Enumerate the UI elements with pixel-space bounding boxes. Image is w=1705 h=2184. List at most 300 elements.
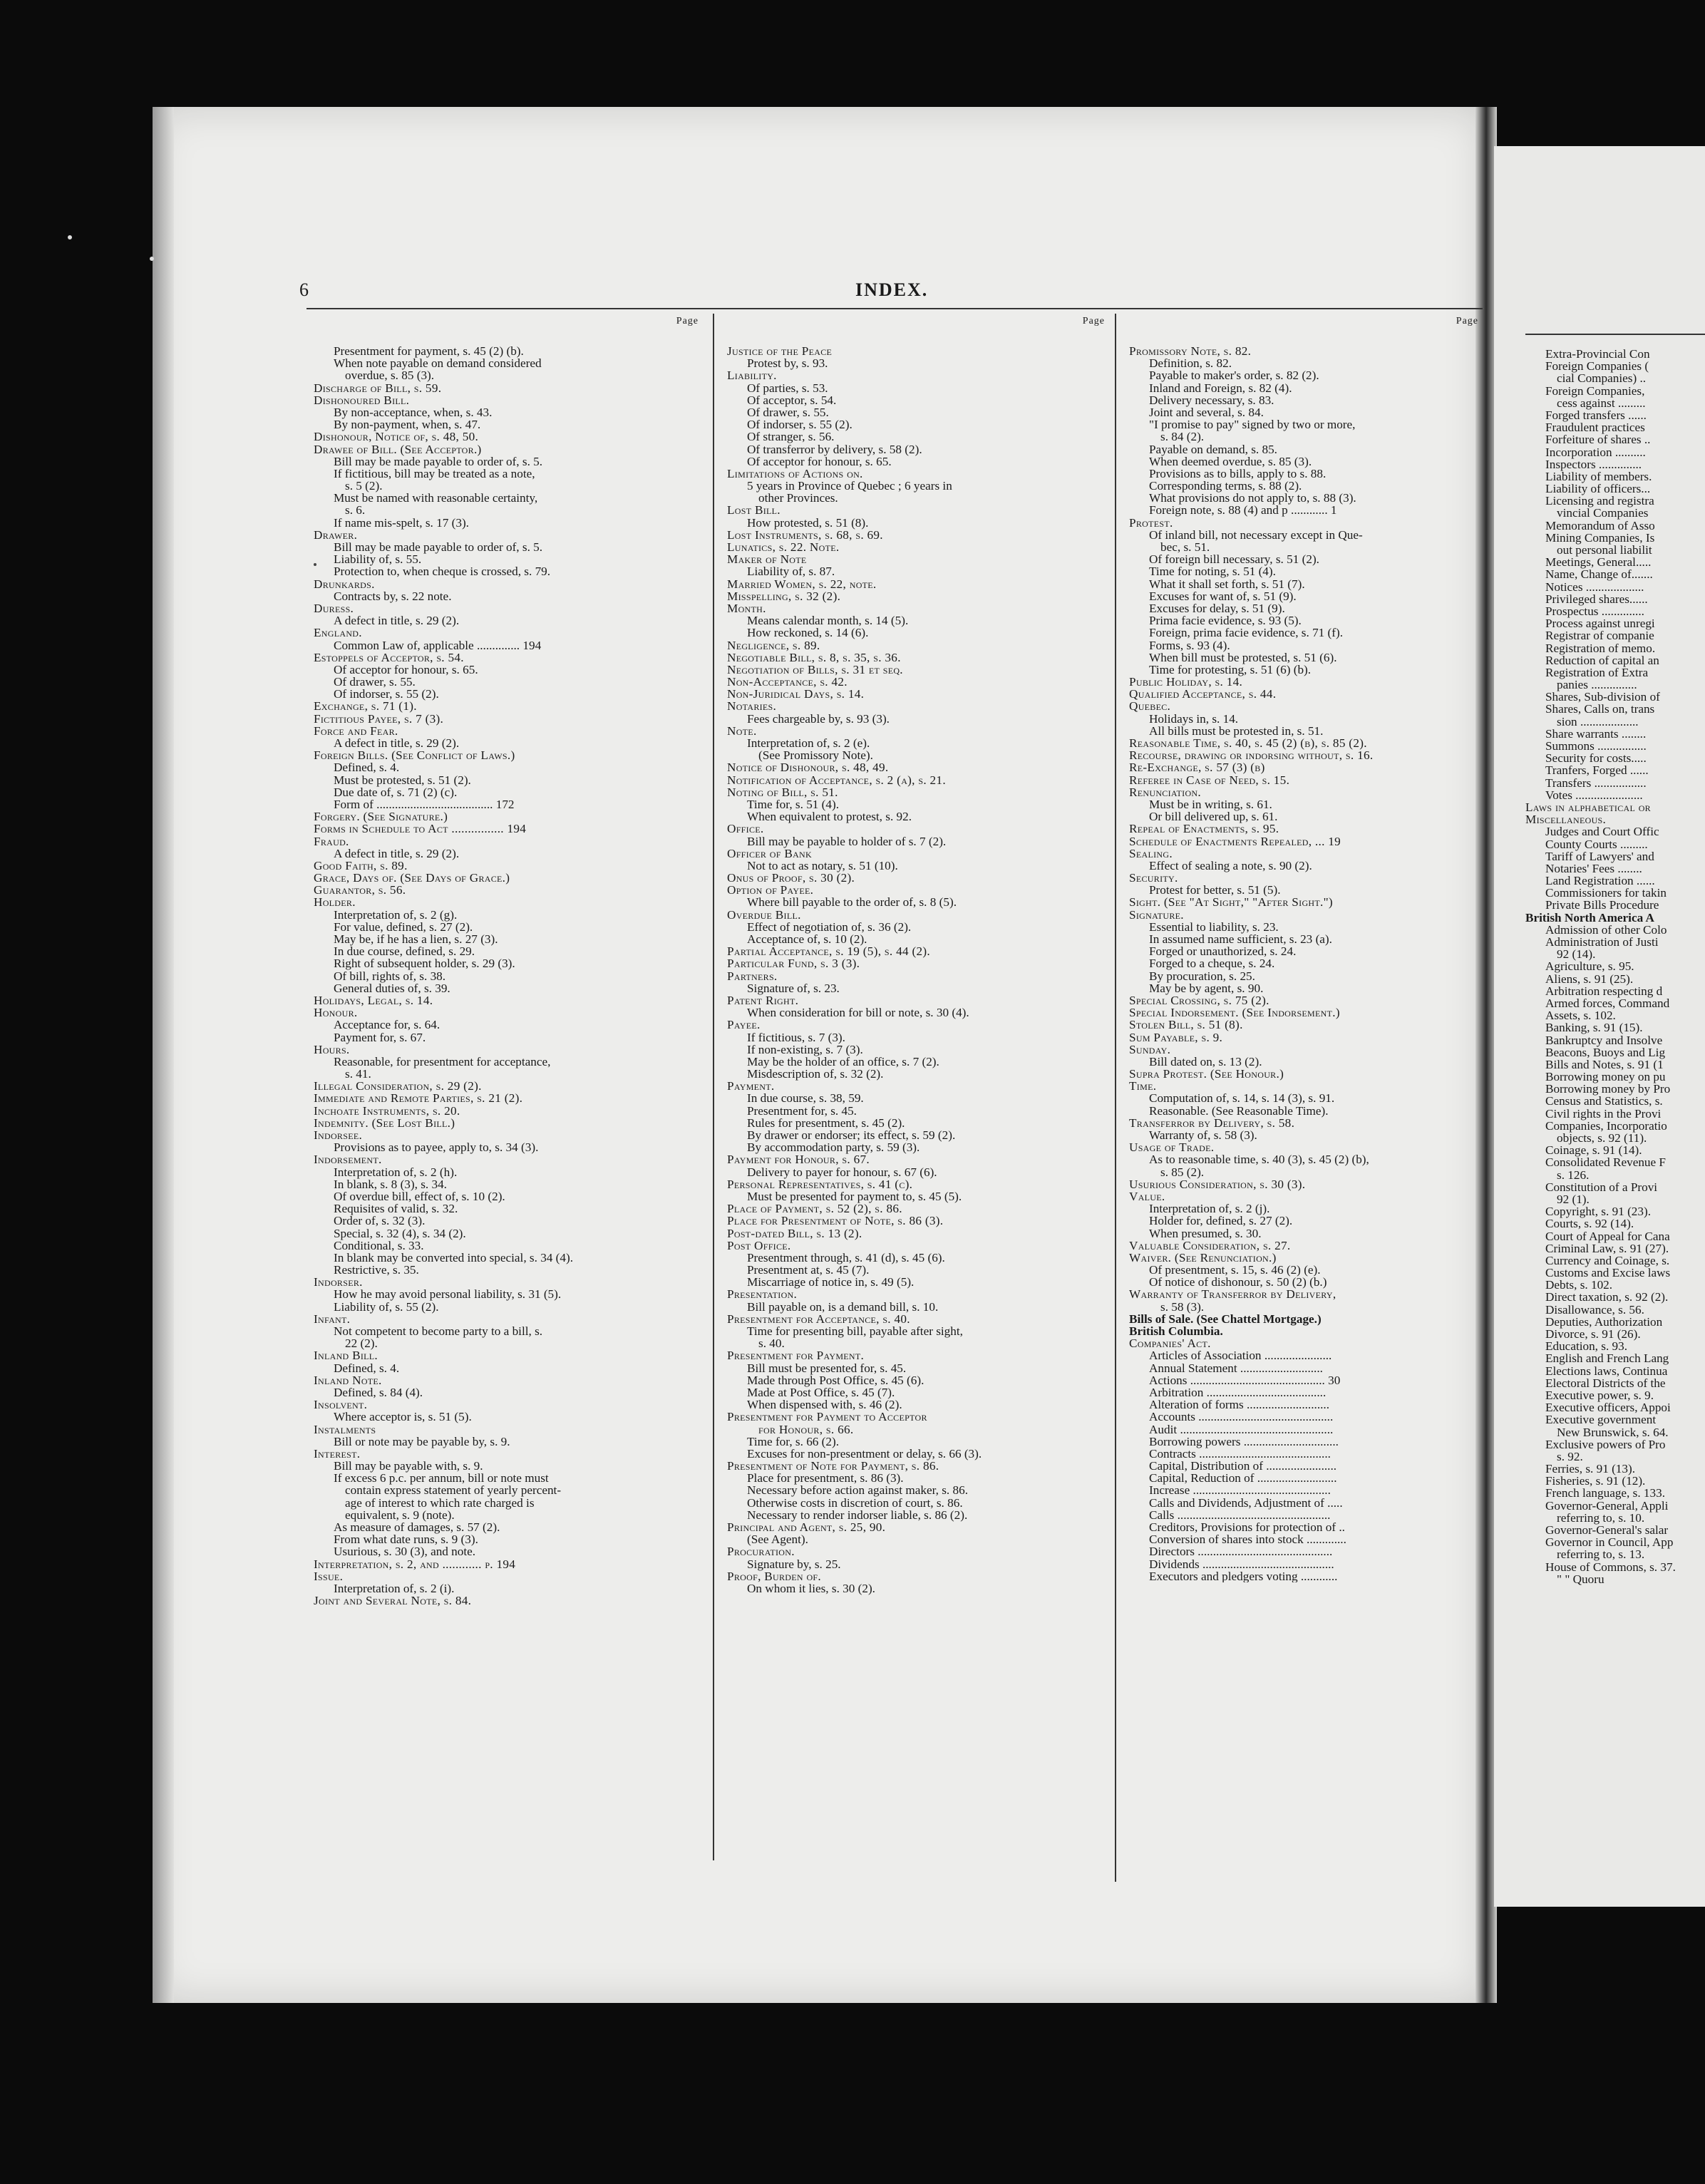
index-entry: Consolidated Revenue F	[1545, 1155, 1666, 1170]
index-entry: Capital, Distribution of .......................	[1149, 1459, 1337, 1473]
index-entry: Annual Statement ...........................	[1149, 1361, 1323, 1375]
index-entry: Usurious Consideration, s. 30 (3).	[1129, 1177, 1306, 1191]
index-entry: for Honour, s. 66.	[758, 1422, 854, 1436]
page-title: INDEX.	[855, 279, 929, 300]
index-entry: If fictitious, bill may be treated as a note,	[334, 466, 535, 480]
index-entry: Valuable Consideration, s. 27.	[1129, 1238, 1291, 1252]
index-entry: Shares, Calls on, trans	[1545, 702, 1655, 716]
index-entry: Interpretation of, s. 2 (i).	[334, 1581, 455, 1595]
index-entry: British North America A	[1525, 910, 1654, 924]
index-entry: Inland Bill.	[314, 1349, 378, 1363]
index-entry: Security for costs.....	[1545, 751, 1647, 766]
index-entry: Fictitious Payee, s. 7 (3).	[314, 711, 444, 726]
index-entry: Forfeiture of shares ..	[1545, 433, 1651, 447]
index-entry: Special Indorsement. (See Indorsement.)	[1129, 1006, 1340, 1020]
index-entry: Transferror by Delivery, s. 58.	[1129, 1116, 1295, 1130]
column-divider	[1115, 314, 1116, 1882]
index-entry: 92 (1).	[1557, 1192, 1590, 1206]
index-entry: Tranfers, Forged ......	[1545, 763, 1649, 778]
index-entry: In blank, s. 8 (3), s. 34.	[334, 1177, 447, 1191]
speck	[68, 235, 72, 239]
index-entry: Signature.	[1129, 907, 1184, 922]
index-entry: Notaries' Fees ........	[1545, 861, 1642, 875]
index-entry: Shares, Sub-division of	[1545, 690, 1660, 704]
index-entry: On whom it lies, s. 30 (2).	[747, 1581, 875, 1595]
index-entry: Laws in alphabetical or	[1525, 800, 1651, 814]
index-entry: General duties of, s. 39.	[334, 981, 450, 995]
index-entry: Sunday.	[1129, 1042, 1171, 1056]
index-entry: Payable on demand, s. 85.	[1149, 442, 1277, 456]
index-entry: Bill may be payable to holder of s. 7 (2).	[747, 834, 947, 848]
index-entry: Defined, s. 4.	[334, 761, 400, 775]
index-entry: Civil rights in the Provi	[1545, 1106, 1662, 1121]
index-entry: As measure of damages, s. 57 (2).	[334, 1520, 500, 1534]
index-entry: s. 58 (3).	[1160, 1299, 1205, 1314]
index-entry: Acceptance for, s. 64.	[334, 1018, 441, 1032]
index-entry: Holder for, defined, s. 27 (2).	[1149, 1214, 1293, 1228]
index-entry: Of acceptor, s. 54.	[747, 393, 837, 407]
index-entry: Registration of memo.	[1545, 641, 1656, 655]
index-entry: If excess 6 p.c. per annum, bill or note must	[334, 1471, 549, 1485]
index-entry: Liability of, s. 87.	[747, 565, 835, 579]
index-entry: Renunciation.	[1129, 785, 1201, 799]
index-entry: Protest by, s. 93.	[747, 356, 828, 371]
index-entry: Exchange, s. 71 (1).	[314, 699, 417, 714]
index-entry: Immediate and Remote Parties, s. 21 (2).	[314, 1091, 523, 1106]
index-entry: Force and Fear.	[314, 723, 398, 738]
index-entry: Restrictive, s. 35.	[334, 1263, 419, 1277]
index-entry: Misspelling, s. 32 (2).	[727, 589, 841, 603]
index-entry: New Brunswick, s. 64.	[1557, 1425, 1669, 1439]
index-entry: Memorandum of Asso	[1545, 518, 1655, 532]
index-entry: Lost Bill.	[727, 503, 781, 517]
index-entry: Presentment for Payment.	[727, 1349, 865, 1363]
index-entry: May be, if he has a lien, s. 27 (3).	[334, 932, 498, 946]
index-entry: equivalent, s. 9 (note).	[345, 1508, 455, 1522]
index-entry: bec, s. 51.	[1160, 540, 1210, 554]
index-entry: Liability of members.	[1545, 469, 1652, 483]
index-entry: Court of Appeal for Cana	[1545, 1229, 1670, 1243]
index-entry: s. 84 (2).	[1160, 430, 1205, 444]
index-entry: Companies' Act.	[1129, 1336, 1211, 1351]
index-entry: s. 5 (2).	[345, 479, 383, 493]
speck	[150, 257, 154, 261]
index-entry: Increase .............................................	[1149, 1483, 1331, 1498]
index-entry: Governor-General's salar	[1545, 1523, 1669, 1537]
index-entry: Payment.	[727, 1079, 775, 1093]
index-entry: Quebec.	[1129, 699, 1171, 714]
index-entry: Conversion of shares into stock .............	[1149, 1533, 1346, 1547]
index-entry: County Courts .........	[1545, 837, 1648, 851]
index-entry: Of foreign bill necessary, s. 51 (2).	[1149, 552, 1319, 567]
index-entry: Of acceptor for honour, s. 65.	[747, 454, 892, 468]
index-entry: 22 (2).	[345, 1336, 378, 1351]
index-entry: Dishonour, Notice of, s. 48, 50.	[314, 430, 479, 444]
index-entry: age of interest to which rate charged is	[345, 1495, 535, 1510]
index-entry: Audit ..................................................	[1149, 1422, 1334, 1436]
index-entry: Estoppels of Acceptor, s. 54.	[314, 650, 464, 664]
index-entry: Form of ...................................... 172	[334, 797, 515, 811]
index-entry: Drunkards.	[314, 577, 375, 591]
index-entry: Transfers .................	[1545, 776, 1647, 790]
index-entry: Liability of officers...	[1545, 482, 1651, 496]
index-entry: Payable to maker's order, s. 82 (2).	[1149, 369, 1319, 383]
index-entry: May be the holder of an office, s. 7 (2).	[747, 1054, 939, 1068]
index-column-3	[1129, 345, 1478, 1582]
index-entry: Protest.	[1129, 515, 1173, 530]
index-entry: Indorser.	[314, 1275, 363, 1289]
index-entry: Interpretation of, s. 2 (g).	[334, 907, 458, 922]
index-entry: Miscellaneous.	[1525, 813, 1607, 827]
index-entry: If name mis-spelt, s. 17 (3).	[334, 515, 469, 530]
index-entry: When consideration for bill or note, s. 30 (4).	[747, 1006, 969, 1020]
index-entry: Stolen Bill, s. 51 (8).	[1129, 1018, 1243, 1032]
index-entry: Warranty of Transferror by Delivery,	[1129, 1287, 1336, 1302]
index-entry: Mining Companies, Is	[1545, 530, 1655, 545]
index-entry: Not to act as notary, s. 51 (10).	[747, 858, 898, 872]
index-entry: What provisions do not apply to, s. 88 (3).	[1149, 491, 1356, 505]
index-entry: Contracts ...........................................	[1149, 1446, 1331, 1461]
index-entry: contain express statement of yearly percent-	[345, 1483, 562, 1498]
page-column-label: Page	[1456, 316, 1478, 326]
page-edge-shadow	[153, 107, 174, 2003]
index-entry: Of bill, rights of, s. 38.	[334, 969, 446, 983]
index-entry: Special, s. 32 (4), s. 34 (2).	[334, 1226, 466, 1240]
index-entry: Privileged shares......	[1545, 592, 1648, 606]
index-entry: Common Law of, applicable .............. 194	[334, 638, 542, 652]
index-entry: Value.	[1129, 1189, 1165, 1203]
page-column-label: Page	[676, 316, 699, 326]
index-entry: Votes ......................	[1545, 788, 1643, 802]
index-entry: Honour.	[314, 1006, 358, 1020]
index-entry: Constitution of a Provi	[1545, 1180, 1658, 1194]
index-entry: Partial Acceptance, s. 19 (5), s. 44 (2).	[727, 944, 931, 959]
index-entry: Noting of Bill, s. 51.	[727, 785, 838, 799]
index-entry: Provisions as to payee, apply to, s. 34 (3).	[334, 1140, 539, 1155]
index-entry: Warranty of, s. 58 (3).	[1149, 1128, 1257, 1142]
index-entry: Effect of sealing a note, s. 90 (2).	[1149, 858, 1312, 872]
index-entry: Non-Juridical Days, s. 14.	[727, 687, 865, 701]
index-entry: Re-Exchange, s. 57 (3) (b)	[1129, 761, 1265, 775]
index-entry: Or bill delivered up, s. 61.	[1149, 810, 1278, 824]
index-entry: Inland and Foreign, s. 82 (4).	[1149, 381, 1292, 395]
index-entry: Articles of Association ......................	[1149, 1349, 1332, 1363]
index-entry: By accommodation party, s. 59 (3).	[747, 1140, 920, 1155]
index-entry: Protection to, when cheque is crossed, s. 79.	[334, 565, 551, 579]
index-entry: Direct taxation, s. 92 (2).	[1545, 1290, 1669, 1304]
index-entry: By procuration, s. 25.	[1149, 969, 1255, 983]
top-rule-facing	[1525, 334, 1705, 335]
top-rule	[307, 308, 1483, 309]
index-entry: Limitations of Actions on.	[727, 466, 863, 480]
index-entry: Indorsement.	[314, 1153, 382, 1167]
index-entry: Deputies, Authorization	[1545, 1314, 1663, 1329]
index-entry: Customs and Excise laws	[1545, 1266, 1671, 1280]
index-entry: Bankruptcy and Insolve	[1545, 1033, 1663, 1047]
index-entry: Notices ...................	[1545, 580, 1644, 594]
index-entry: Acceptance of, s. 10 (2).	[747, 932, 867, 946]
index-entry: Time.	[1129, 1079, 1157, 1093]
index-entry: Otherwise costs in discretion of court, s. 86.	[747, 1495, 963, 1510]
index-entry: Executive officers, Appoi	[1545, 1401, 1671, 1415]
index-entry: Disallowance, s. 56.	[1545, 1302, 1644, 1317]
index-entry: Liability of, s. 55 (2).	[334, 1299, 439, 1314]
index-entry: Month.	[727, 601, 766, 615]
index-entry: In due course, s. 38, 59.	[747, 1091, 864, 1106]
index-entry: Beacons, Buoys and Lig	[1545, 1045, 1666, 1059]
index-entry: Time for protesting, s. 51 (6) (b).	[1149, 662, 1312, 676]
index-entry: Judges and Court Offic	[1545, 825, 1659, 839]
index-entry: Usurious, s. 30 (3), and note.	[334, 1545, 476, 1559]
index-entry: When dispensed with, s. 46 (2).	[747, 1398, 902, 1412]
index-entry: Interpretation of, s. 2 (j).	[1149, 1202, 1270, 1216]
index-entry: Must be protested, s. 51 (2).	[334, 773, 471, 787]
index-entry: Means calendar month, s. 14 (5).	[747, 614, 909, 628]
index-entry: referring to, s. 13.	[1557, 1547, 1645, 1562]
index-entry: Time for, s. 51 (4).	[747, 797, 840, 811]
index-entry: panies ...............	[1557, 678, 1637, 692]
index-entry: Supra Protest. (See Honour.)	[1129, 1067, 1284, 1081]
index-entry: Tariff of Lawyers' and	[1545, 849, 1654, 863]
index-entry: Joint and several, s. 84.	[1149, 405, 1264, 419]
index-entry: Dividends ...........................................	[1149, 1557, 1334, 1571]
index-entry: vincial Companies	[1557, 506, 1649, 520]
index-entry: Executors and pledgers voting ............	[1149, 1569, 1338, 1582]
index-entry: Banking, s. 91 (15).	[1545, 1021, 1643, 1035]
index-entry: Where acceptor is, s. 51 (5).	[334, 1410, 472, 1424]
index-entry: Borrowing powers ...............................	[1149, 1434, 1339, 1448]
index-entry: Foreign Bills. (See Conflict of Laws.)	[314, 748, 515, 763]
index-entry: Capital, Reduction of ..........................	[1149, 1471, 1337, 1485]
index-entry: When equivalent to protest, s. 92.	[747, 810, 912, 824]
index-entry: Agriculture, s. 95.	[1545, 959, 1634, 974]
index-entry: Infant.	[314, 1312, 351, 1326]
index-entry: Notice of Dishonour, s. 48, 49.	[727, 761, 889, 775]
index-entry: Must be presented for payment to, s. 45 (5).	[747, 1189, 962, 1203]
index-entry: Of inland bill, not necessary except in Que-	[1149, 527, 1363, 542]
index-entry: Married Women, s. 22, note.	[727, 577, 877, 591]
index-entry: Presentment for Acceptance, s. 40.	[727, 1312, 910, 1326]
index-entry: Registrar of companie	[1545, 629, 1654, 643]
index-entry: s. 126.	[1557, 1168, 1590, 1182]
index-entry: In blank may be converted into special, s. 34 (4).	[334, 1250, 574, 1264]
index-entry: Proof, Burden of.	[727, 1569, 821, 1583]
index-entry: Hours.	[314, 1042, 350, 1056]
index-entry: When deemed overdue, s. 85 (3).	[1149, 454, 1312, 468]
index-entry: Forms, s. 93 (4).	[1149, 638, 1230, 652]
index-entry: Made through Post Office, s. 45 (6).	[747, 1373, 924, 1387]
column-divider	[713, 314, 714, 1860]
index-entry: Arbitration respecting d	[1545, 984, 1663, 998]
index-entry: cess against .........	[1557, 396, 1646, 410]
index-entry: Instalments	[314, 1422, 376, 1436]
index-entry: Referee in Case of Need, s. 15.	[1129, 773, 1290, 787]
index-entry: Presentment through, s. 41 (d), s. 45 (6).	[747, 1250, 945, 1264]
index-entry: Licensing and registra	[1545, 494, 1654, 508]
index-entry: Notaries.	[727, 699, 777, 714]
index-entry: England.	[314, 626, 362, 640]
index-entry: Partners.	[727, 969, 778, 983]
index-entry: Bill dated on, s. 13 (2).	[1149, 1054, 1262, 1068]
index-entry: Education, s. 93.	[1545, 1339, 1628, 1354]
index-entry: Actions ............................................ 30	[1149, 1373, 1341, 1387]
index-entry: Dishonoured Bill.	[314, 393, 410, 407]
index-entry: By drawer or endorser; its effect, s. 59 (2).	[747, 1128, 956, 1142]
index-entry: When note payable on demand considered	[334, 356, 542, 371]
index-entry: Place for presentment, s. 86 (3).	[747, 1471, 904, 1485]
index-entry: Duress.	[314, 601, 354, 615]
index-entry: A defect in title, s. 29 (2).	[334, 614, 460, 628]
index-entry: French language, s. 133.	[1545, 1486, 1666, 1500]
index-entry: Reasonable, for presentment for acceptance,	[334, 1054, 551, 1068]
index-entry: Not competent to become party to a bill, s.	[334, 1324, 543, 1338]
index-entry: Holder.	[314, 895, 356, 910]
index-entry: Of drawer, s. 55.	[334, 675, 416, 689]
index-entry: Process against unregi	[1545, 617, 1655, 631]
index-entry: If non-existing, s. 7 (3).	[747, 1042, 863, 1056]
index-entry: By non-acceptance, when, s. 43.	[334, 405, 493, 419]
index-entry: Bill may be made payable to order of, s. 5.	[334, 454, 543, 468]
index-entry: Fraud.	[314, 834, 349, 848]
index-entry: Negligence, s. 89.	[727, 638, 820, 652]
index-entry: Of notice of dishonour, s. 50 (2) (b.)	[1149, 1275, 1327, 1289]
index-column-2	[727, 345, 1105, 1595]
index-entry: As to reasonable time, s. 40 (3), s. 45 (2) (b),	[1149, 1153, 1369, 1167]
index-entry: Commissioners for takin	[1545, 886, 1667, 900]
index-entry: Calls and Dividends, Adjustment of .....	[1149, 1495, 1343, 1510]
index-entry: Notification of Acceptance, s. 2 (a), s. 21.	[727, 773, 946, 787]
index-entry: Non-Acceptance, s. 42.	[727, 675, 848, 689]
index-entry: Time for, s. 66 (2).	[747, 1434, 840, 1448]
index-entry: Alteration of forms ...........................	[1149, 1398, 1330, 1412]
index-entry: Inchoate Instruments, s. 20.	[314, 1103, 460, 1118]
index-entry: How he may avoid personal liability, s. 31 (5).	[334, 1287, 562, 1302]
index-entry: Provisions as to bills, apply to s. 88.	[1149, 466, 1327, 480]
index-entry: Administration of Justi	[1545, 935, 1659, 949]
index-entry: Public Holiday, s. 14.	[1129, 675, 1243, 689]
index-entry: Particular Fund, s. 3 (3).	[727, 957, 860, 971]
index-entry: Forms in Schedule to Act ................ 194	[314, 822, 527, 836]
index-entry: referring to, s. 10.	[1557, 1510, 1645, 1525]
index-entry: Exclusive powers of Pro	[1545, 1437, 1666, 1451]
index-entry: Lunatics, s. 22. Note.	[727, 540, 840, 554]
index-entry: Patent Right.	[727, 993, 799, 1007]
index-entry: Place for Presentment of Note, s. 86 (3).	[727, 1214, 944, 1228]
index-entry: Presentment for, s. 45.	[747, 1103, 857, 1118]
index-entry: (See Promissory Note).	[758, 748, 873, 763]
index-entry: Indemnity. (See Lost Bill.)	[314, 1116, 455, 1130]
index-entry: Where bill payable to the order of, s. 8 (5).	[747, 895, 957, 910]
index-entry: Promissory Note, s. 82.	[1129, 345, 1252, 358]
index-entry: Bill may be payable with, s. 9.	[334, 1459, 483, 1473]
index-entry: Drawer.	[314, 527, 358, 542]
index-entry: Rules for presentment, s. 45 (2).	[747, 1116, 905, 1130]
index-entry: Copyright, s. 91 (23).	[1545, 1205, 1651, 1219]
index-entry: Holidays in, s. 14.	[1149, 711, 1239, 726]
index-entry: Joint and Several Note, s. 84.	[314, 1594, 472, 1608]
index-entry: Made at Post Office, s. 45 (7).	[747, 1385, 895, 1399]
index-entry: Admission of other Colo	[1545, 922, 1667, 937]
index-entry: Electoral Districts of the	[1545, 1376, 1666, 1390]
index-entry: Bill must be presented for, s. 45.	[747, 1361, 907, 1375]
index-entry: Prima facie evidence, s. 93 (5).	[1149, 614, 1302, 628]
index-entry: sion ...................	[1557, 714, 1639, 728]
index-entry: Armed forces, Command	[1545, 996, 1670, 1010]
index-entry: Time for noting, s. 51 (4).	[1149, 565, 1276, 579]
index-entry: In assumed name sufficient, s. 23 (a).	[1149, 932, 1332, 946]
index-entry: Calls ..................................................	[1149, 1508, 1331, 1522]
index-entry: Insolvent.	[314, 1398, 368, 1412]
index-entry: Defined, s. 84 (4).	[334, 1385, 423, 1399]
index-entry: Bill may be made payable to order of, s. 5.	[334, 540, 543, 554]
index-entry: Presentment for Payment to Acceptor	[727, 1410, 927, 1424]
index-entry: How reckoned, s. 14 (6).	[747, 626, 869, 640]
index-entry: Foreign Companies,	[1545, 383, 1645, 398]
index-entry: Waiver. (See Renunciation.)	[1129, 1250, 1277, 1264]
index-entry: Interpretation of, s. 2 (e).	[747, 736, 870, 750]
index-entry: Defined, s. 4.	[334, 1361, 400, 1375]
index-entry: Payment for Honour, s. 67.	[727, 1153, 870, 1167]
index-entry: Executive power, s. 9.	[1545, 1388, 1654, 1402]
index-entry: Of transferror by delivery, s. 58 (2).	[747, 442, 922, 456]
index-entry: Directors ............................................	[1149, 1545, 1333, 1559]
index-entry: Borrowing money on pu	[1545, 1070, 1666, 1084]
index-entry: Governor-General, Appli	[1545, 1498, 1669, 1513]
index-entry: Incorporation ..........	[1545, 445, 1646, 459]
index-entry: Summons ................	[1545, 739, 1647, 753]
index-entry: Sealing.	[1129, 846, 1173, 860]
index-entry: Ferries, s. 91 (13).	[1545, 1462, 1636, 1476]
index-entry: In due course, defined, s. 29.	[334, 944, 475, 959]
index-entry: A defect in title, s. 29 (2).	[334, 846, 460, 860]
index-entry: Presentation.	[727, 1287, 798, 1302]
index-entry: Misdescription of, s. 32 (2).	[747, 1067, 884, 1081]
index-entry: Of presentment, s. 15, s. 46 (2) (e).	[1149, 1263, 1321, 1277]
index-entry: Governor in Council, App	[1545, 1535, 1674, 1550]
index-entry: Meetings, General.....	[1545, 555, 1652, 570]
index-entry: Issue.	[314, 1569, 344, 1583]
index-entry: Assets, s. 102.	[1545, 1009, 1616, 1023]
index-entry: Must be in writing, s. 61.	[1149, 797, 1272, 811]
index-entry: Note.	[727, 723, 757, 738]
index-entry: Name, Change of.......	[1545, 567, 1653, 582]
index-entry: Interest.	[314, 1446, 361, 1461]
index-entry: Delivery necessary, s. 83.	[1149, 393, 1274, 407]
index-entry: Special Crossing, s. 75 (2).	[1129, 993, 1269, 1007]
index-entry: Of indorser, s. 55 (2).	[334, 687, 439, 701]
index-entry: Fisheries, s. 91 (12).	[1545, 1474, 1646, 1488]
index-entry: Forged transfers ......	[1545, 408, 1647, 422]
index-entry: By non-payment, when, s. 47.	[334, 418, 481, 432]
index-entry: Post-dated Bill, s. 13 (2).	[727, 1226, 862, 1240]
index-entry: Post Office.	[727, 1238, 791, 1252]
index-entry: overdue, s. 85 (3).	[345, 369, 435, 383]
index-entry: Corresponding terms, s. 88 (2).	[1149, 479, 1302, 493]
index-entry: Extra-Provincial Con	[1545, 348, 1650, 361]
index-entry: Bills and Notes, s. 91 (1	[1545, 1057, 1664, 1071]
index-entry: Sum Payable, s. 9.	[1129, 1030, 1223, 1044]
index-entry: Place of Payment, s. 52 (2), s. 86.	[727, 1202, 902, 1216]
index-entry: Creditors, Provisions for protection of ..	[1149, 1520, 1345, 1534]
index-entry: Courts, s. 92 (14).	[1545, 1217, 1634, 1231]
index-entry: Delivery to payer for honour, s. 67 (6).	[747, 1165, 937, 1179]
index-entry: Private Bills Procedure	[1545, 898, 1659, 912]
index-entry: Liability.	[727, 369, 777, 383]
index-entry: Aliens, s. 91 (25).	[1545, 972, 1634, 986]
index-entry: s. 92.	[1557, 1449, 1583, 1463]
index-entry: Effect of negotiation of, s. 36 (2).	[747, 920, 912, 934]
index-entry: Usage of Trade.	[1129, 1140, 1215, 1155]
